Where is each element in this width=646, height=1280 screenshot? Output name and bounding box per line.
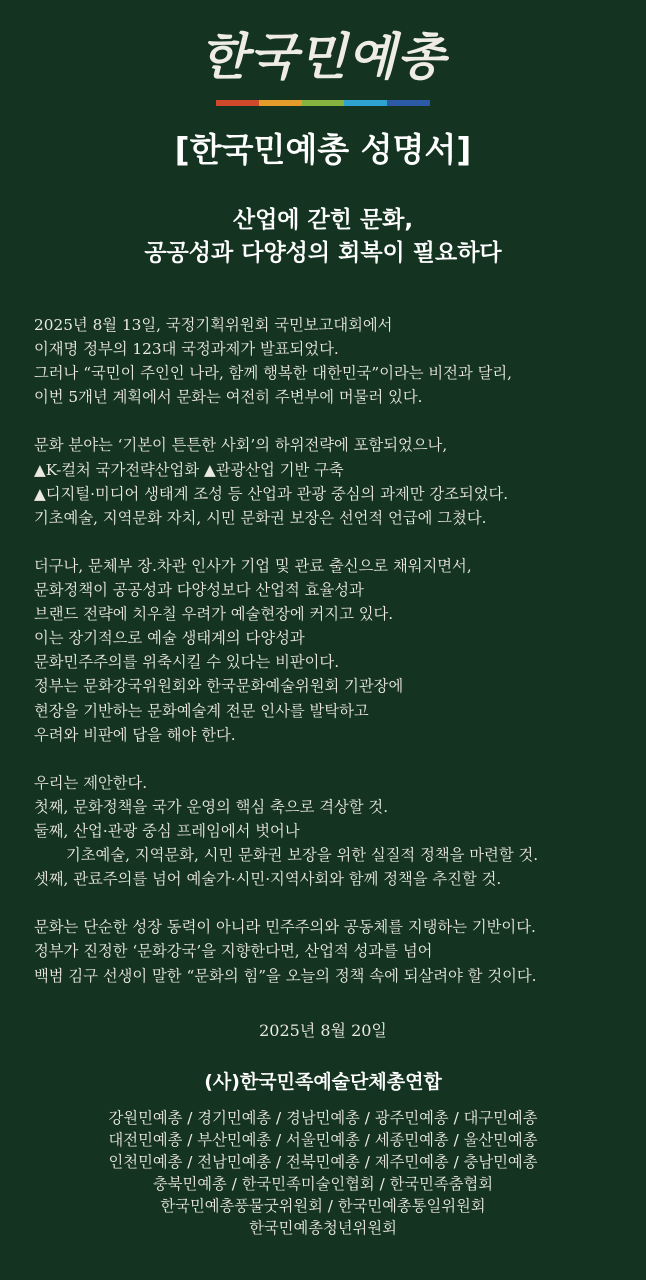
- member-line: 인천민예총 / 전남민예총 / 전북민예총 / 제주민예총 / 충남민예총: [108, 1153, 538, 1171]
- logo-bar-segment: [302, 100, 345, 106]
- statement-body: [34, 313, 634, 988]
- paragraph-gap: [34, 747, 634, 771]
- body-line: 이재명 정부의 123대 국정과제가 발표되었다.: [34, 340, 339, 359]
- body-line: 문화 분야는 ‘기본이 튼튼한 사회’의 하위전략에 포함되었으나,: [34, 436, 448, 455]
- subtitle-line: 산업에 갇힌 문화,: [232, 207, 414, 233]
- body-line: 우려와 비판에 답을 해야 한다.: [34, 725, 236, 744]
- member-line: 강원민예총 / 경기민예총 / 경남민예총 / 광주민예총 / 대구민예총: [108, 1109, 538, 1127]
- body-line-indented: 기초예술, 지역문화, 시민 문화권 보장을 위한 실질적 정책을 마련할 것.: [66, 846, 539, 865]
- body-line: ▲K-컬처 국가전략산업화 ▲관광산업 기반 구축: [34, 460, 344, 479]
- paragraph-gap: [34, 409, 634, 433]
- logo-bar-segment: [259, 100, 302, 106]
- paragraph-gap: [34, 530, 634, 554]
- statement-heading: [한국민예총 성명서]: [174, 130, 472, 169]
- subtitle-line: 공공성과 다양성의 회복이 필요하다: [144, 240, 502, 266]
- body-line: 백범 김구 선생이 말한 “문화의 힘”을 오늘의 정책 속에 되살려야 할 것이다.: [34, 966, 537, 985]
- body-line: 문화민주주의를 위축시킬 수 있다는 비판이다.: [34, 653, 340, 672]
- body-line: 정부가 진정한 ‘문화강국’을 지향한다면, 산업적 성과를 넘어: [34, 942, 433, 961]
- member-line: 대전민예총 / 부산민예총 / 서울민예총 / 세종민예총 / 울산민예총: [108, 1131, 538, 1149]
- body-line: 우리는 제안한다.: [34, 773, 148, 792]
- logo: 한국민예총: [199, 27, 447, 86]
- body-line: 더구나, 문체부 장.차관 인사가 기업 및 관료 출신으로 채워지면서,: [34, 556, 472, 575]
- logo-bar-segment: [387, 100, 430, 106]
- member-line: 충북민예총 / 한국민족미술인협회 / 한국민족춤협회: [152, 1175, 494, 1193]
- body-line: 둘째, 산업·관광 중심 프레임에서 벗어나: [34, 821, 300, 840]
- logo-bar-segment: [344, 100, 387, 106]
- logo-bar-segment: [216, 100, 259, 106]
- body-line: 브랜드 전략에 치우칠 우려가 예술현장에 커지고 있다.: [34, 605, 394, 624]
- organization-name: (사)한국민족예술단체총연합: [204, 1071, 442, 1093]
- body-line: 셋째, 관료주의를 넘어 예술가·시민·지역사회와 함께 정책을 추진할 것.: [34, 870, 502, 889]
- member-line: 한국민예총풍물굿위원회 / 한국민예총통일위원회: [160, 1197, 486, 1215]
- body-line: 문화는 단순한 성장 동력이 아니라 민주주의와 공동체를 지탱하는 기반이다.: [34, 918, 536, 937]
- body-line: 현장을 기반하는 문화예술계 전문 인사를 발탁하고: [34, 701, 369, 720]
- body-line: 첫째, 문화정책을 국가 운영의 핵심 축으로 격상할 것.: [34, 797, 389, 816]
- body-line: 2025년 8월 13일, 국정기획위원회 국민보고대회에서: [34, 316, 393, 334]
- body-line: 이는 장기적으로 예술 생태계의 다양성과: [34, 629, 305, 648]
- body-line: ▲디지털·미디어 생태계 조성 등 산업과 관광 중심의 과제만 강조되었다.: [34, 484, 509, 503]
- body-line: 그러나 “국민이 주인인 나라, 함께 행복한 대한민국”이라는 비전과 달리,: [34, 364, 513, 383]
- member-organizations: [0, 1107, 646, 1239]
- member-line: 한국민예총청년위원회: [249, 1219, 397, 1237]
- body-line: 이번 5개년 계획에서 문화는 여전히 주변부에 머물러 있다.: [34, 388, 423, 407]
- statement-subtitle: [0, 204, 646, 270]
- paragraph-gap: [34, 891, 634, 915]
- logo-color-bar: [216, 100, 430, 106]
- body-line: 문화정책이 공공성과 다양성보다 산업적 효율성과: [34, 581, 364, 600]
- body-line: 정부는 문화강국위원회와 한국문화예술위원회 기관장에: [34, 677, 404, 696]
- statement-date: 2025년 8월 20일: [259, 1021, 387, 1040]
- body-line: 기초예술, 지역문화 자치, 시민 문화권 보장은 선언적 언급에 그쳤다.: [34, 508, 487, 527]
